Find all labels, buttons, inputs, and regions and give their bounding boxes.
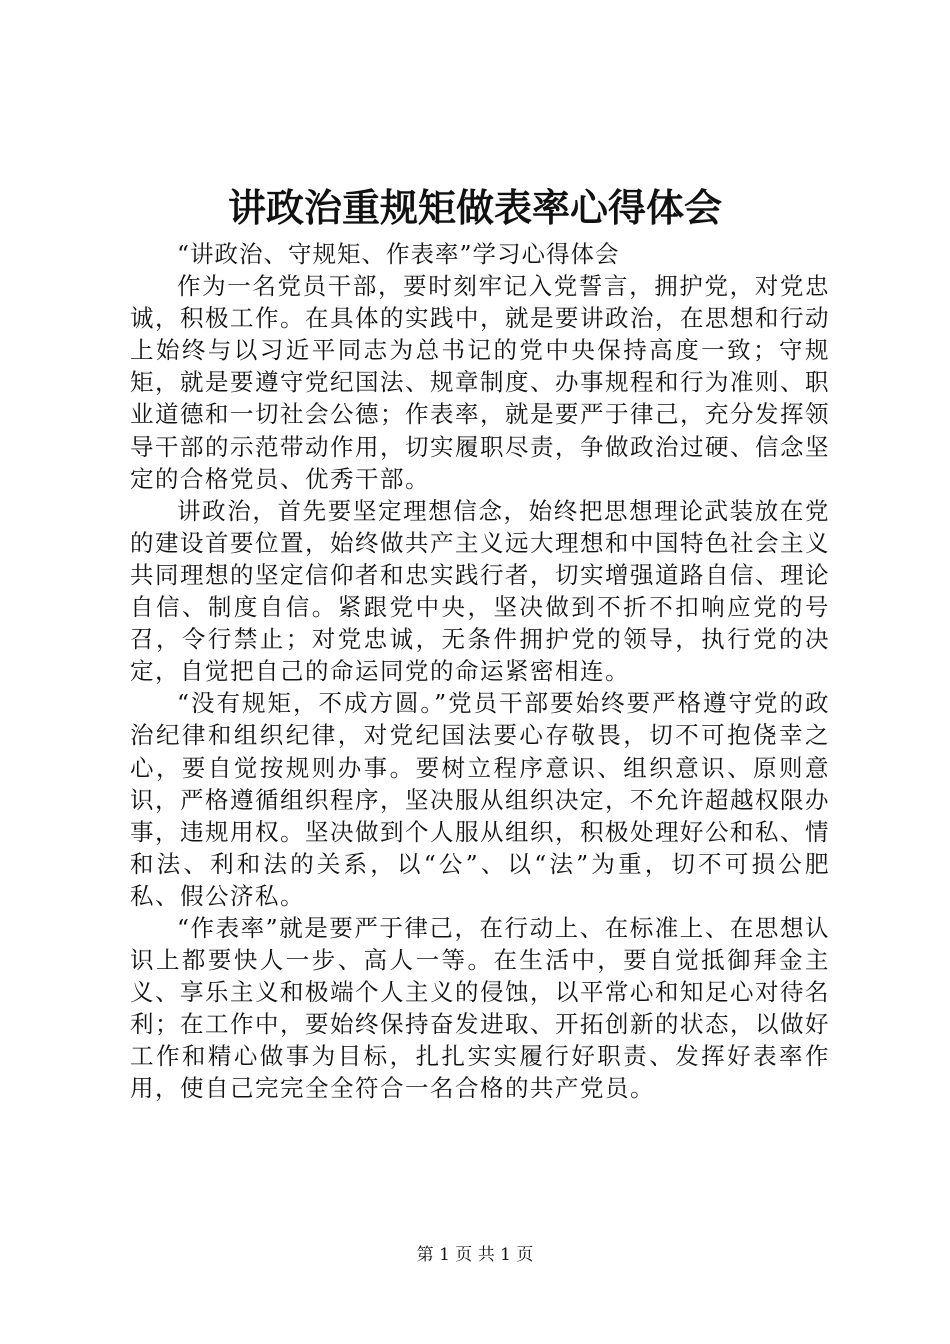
paragraph-4: “作表率”就是要严于律己，在行动上、在标准上、在思想认识上都要快人一步、高人一等。在生活中，要自觉抵御拜金主义、享乐主义和极端个人主义的侵蚀，以平常心和知足心对待名利；在工作中，要始终保持奋发进取、开拓创新的状态，以做好工作和精心做事为目标，扎扎实实履行好职责、发挥好表率作用，使自己完完全全符合一名合格的共产党员。 bbox=[130, 913, 830, 1103]
paragraph-1: 作为一名党员干部，要时刻牢记入党誓言，拥护党，对党忠诚，积极工作。在具体的实践中，就是要讲政治，在思想和行动上始终与以习近平同志为总书记的党中央保持高度一致；守规矩，就是要遵守党纪国法、规章制度、办事规程和行为准则、职业道德和一切社会公德；作表率，就是要严于律己，充分发挥领导干部的示范带动作用，切实履职尽责，争做政治过硬、信念坚定的合格党员、优秀干部。 bbox=[130, 272, 830, 493]
page-footer: 第 1 页 共 1 页 bbox=[416, 1245, 534, 1265]
paragraph-3: “没有规矩，不成方圆。”党员干部要始终要严格遵守党的政治纪律和组织纪律，对党纪国法要心存敬畏，切不可抱侥幸之心，要自觉按规则办事。要树立程序意识、组织意识、原则意识，严格遵循组织程序，坚决服从组织决定，不允许超越权限办事，违规用权。坚决做到个人服从组织，积极处理好公和私、情和法、利和法的关系，以“公”、以“法”为重，切不可损公肥私、假公济私。 bbox=[130, 689, 830, 910]
document-body bbox=[130, 238, 830, 1105]
document-subtitle: “讲政治、守规矩、作表率”学习心得体会 bbox=[177, 240, 620, 268]
document-title: 讲政治重规矩做表率心得体会 bbox=[227, 185, 722, 230]
paragraph-2: 讲政治，首先要坚定理想信念，始终把思想理论武装放在党的建设首要位置，始终做共产主义远大理想和中国特色社会主义共同理想的坚定信仰者和忠实践行者，切实增强道路自信、理论自信、制度自信。紧跟党中央，坚决做到不折不扣响应党的号召，令行禁止；对党忠诚，无条件拥护党的领导，执行党的决定，自觉把自己的命运同党的命运紧密相连。 bbox=[130, 496, 830, 686]
